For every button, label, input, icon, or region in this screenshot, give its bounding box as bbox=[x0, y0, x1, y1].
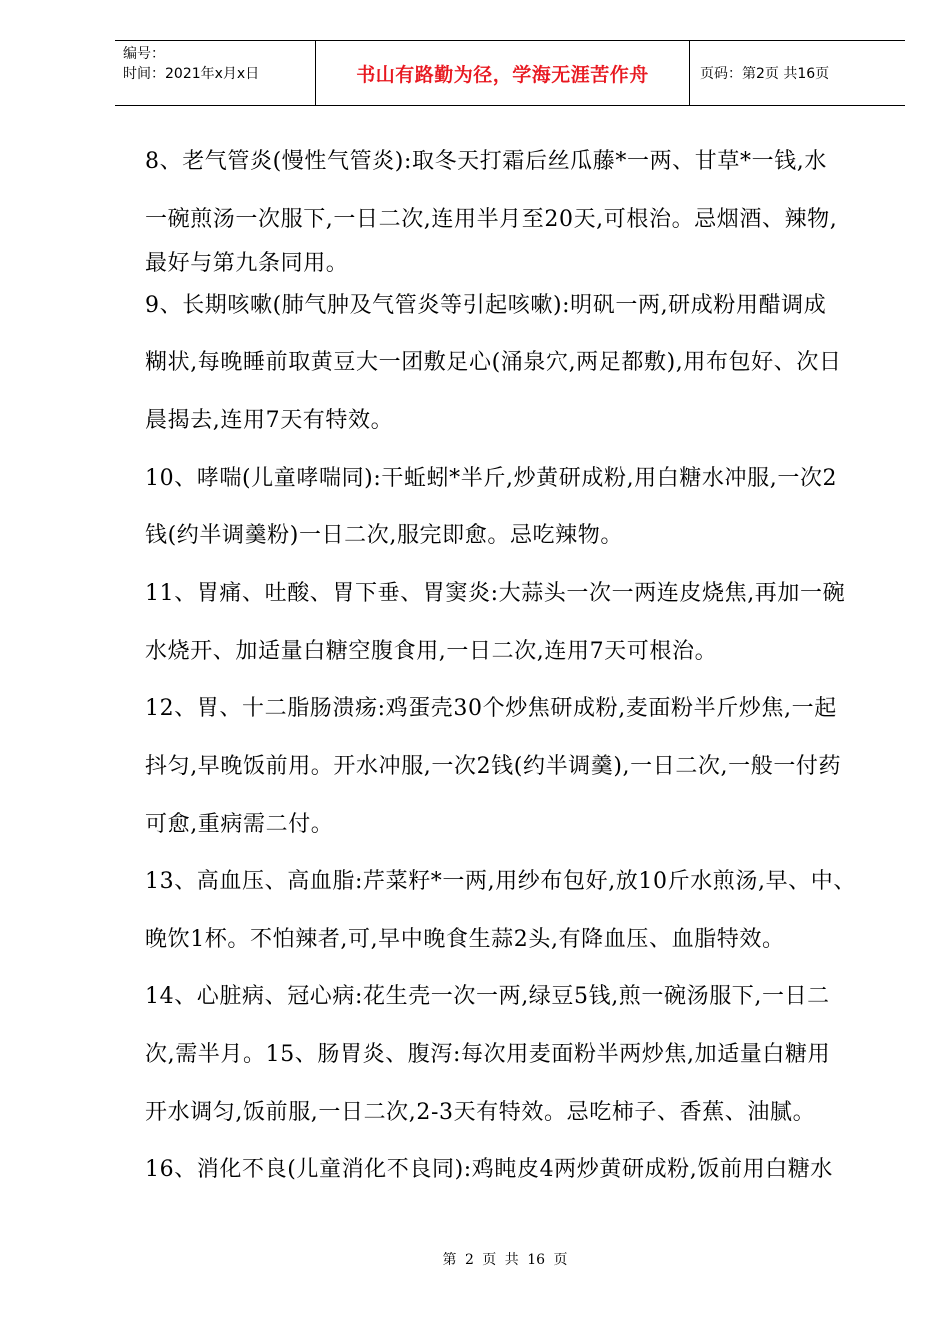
header-meta bbox=[115, 41, 316, 105]
body-line: 8、老气管炎(慢性气管炎):取冬天打霜后丝瓜藤*一两、甘草*一钱,水 bbox=[145, 149, 827, 174]
body-line: 10、哮喘(儿童哮喘同):干蚯蚓*半斤,炒黄研成粉,用白糖水冲服,一次2 bbox=[145, 466, 838, 491]
body-line: 晨揭去,连用7天有特效。 bbox=[145, 408, 394, 433]
body-line: 11、胃痛、吐酸、胃下垂、胃窦炎:大蒜头一次一两连皮烧焦,再加一碗 bbox=[145, 581, 846, 606]
body-line: 最好与第九条同用。 bbox=[145, 251, 349, 276]
body-line: 抖匀,早晚饭前用。开水冲服,一次2钱(约半调羹),一日二次,一般一付药 bbox=[145, 754, 842, 779]
number-label: 编号： bbox=[123, 46, 165, 62]
page-info-text: 页码：第2页 共16页 bbox=[700, 66, 830, 82]
body-line: 13、高血压、高血脂:芹菜籽*一两,用纱布包好,放10斤水煎汤,早、中、 bbox=[145, 869, 856, 894]
time-label: 时间：2021年x月x日 bbox=[123, 66, 260, 82]
body-line: 14、心脏病、冠心病:花生壳一次一两,绿豆5钱,煎一碗汤服下,一日二 bbox=[145, 984, 830, 1009]
body-line: 16、消化不良(儿童消化不良同):鸡盹皮4两炒黄研成粉,饭前用白糖水 bbox=[145, 1157, 833, 1182]
body-line: 糊状,每晚睡前取黄豆大一团敷足心(涌泉穴,两足都敷),用布包好、次日 bbox=[145, 350, 842, 375]
body-line: 次,需半月。15、肠胃炎、腹泻:每次用麦面粉半两炒焦,加适量白糖用 bbox=[145, 1042, 831, 1067]
header-motto-cell bbox=[316, 41, 690, 105]
body-line: 12、胃、十二脂肠溃疡:鸡蛋壳30个炒焦研成粉,麦面粉半斤炒焦,一起 bbox=[145, 696, 837, 721]
body-line: 水烧开、加适量白糖空腹食用,一日二次,连用7天可根治。 bbox=[145, 639, 718, 664]
body-line: 晚饮1杯。不怕辣者,可,早中晚食生蒜2头,有降血压、血脂特效。 bbox=[145, 927, 785, 952]
body-line: 可愈,重病需二付。 bbox=[145, 812, 334, 837]
body-line: 钱(约半调羹粉)一日二次,服完即愈。忌吃辣物。 bbox=[145, 523, 623, 548]
body-line: 开水调匀,饭前服,一日二次,2-3天有特效。忌吃柿子、香蕉、油腻。 bbox=[145, 1100, 816, 1125]
body-line: 9、长期咳嗽(肺气肿及气管炎等引起咳嗽):明矾一两,研成粉用醋调成 bbox=[145, 293, 827, 318]
footer-page-label: 第 2 页 共 16 页 bbox=[442, 1252, 568, 1268]
page-footer bbox=[0, 1249, 950, 1269]
header-table bbox=[115, 40, 905, 106]
header-page-info bbox=[690, 41, 905, 105]
motto-text: 书山有路勤为径，学海无涯苦作舟 bbox=[356, 63, 649, 86]
body-line: 一碗煎汤一次服下,一日二次,连用半月至20天,可根治。忌烟酒、辣物, bbox=[145, 207, 838, 232]
